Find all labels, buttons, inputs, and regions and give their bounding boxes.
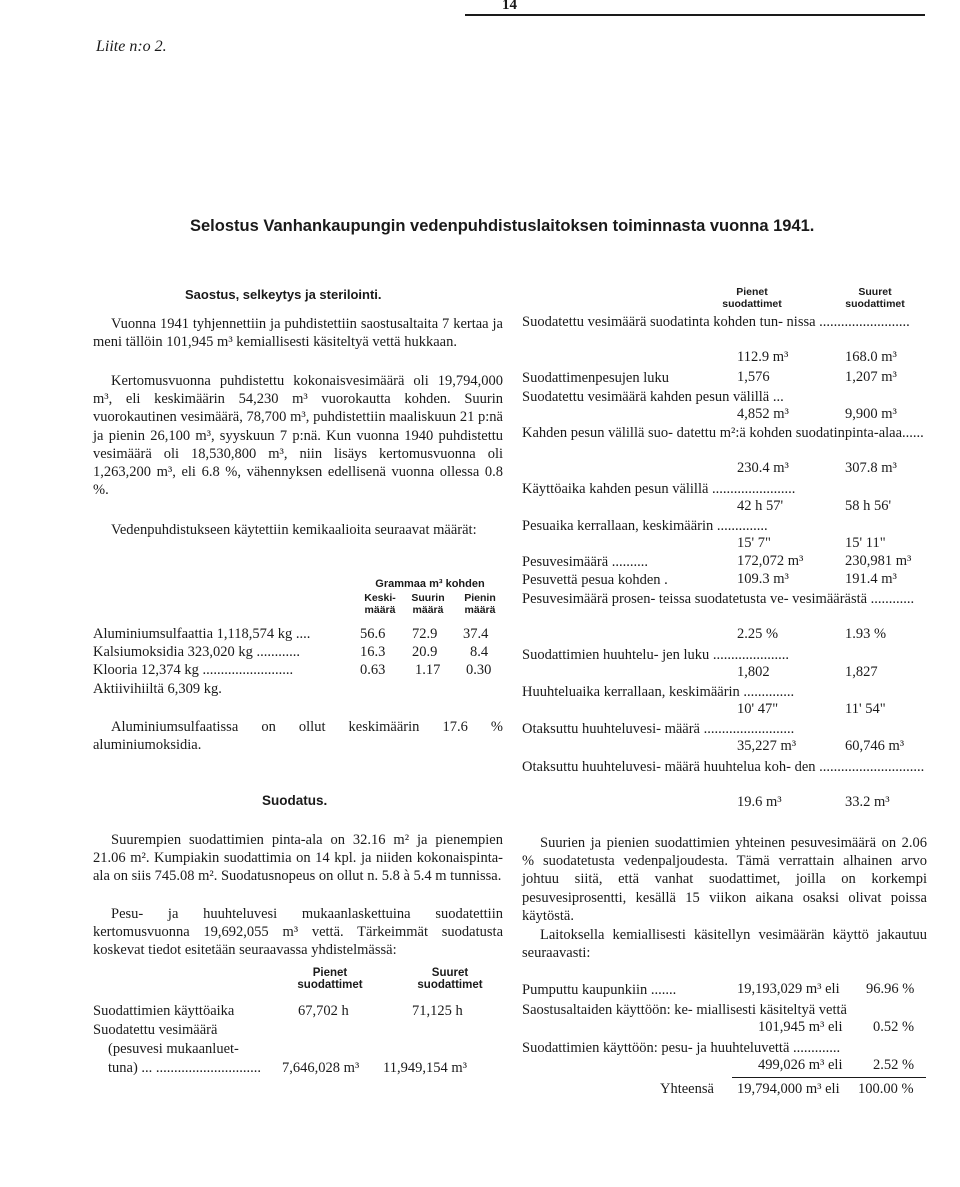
chem-row-keski: 0.63 — [360, 662, 386, 678]
filter-summary-label: Pesuvesimäärä prosen- teissa suodatetusta ve- vesimäärästä ............ — [522, 591, 915, 607]
section-heading-saostus: Saostus, selkeytys ja sterilointi. — [185, 287, 382, 302]
filter-summary-suuret: 58 h 56' — [845, 498, 892, 515]
chem-row-pienin: 37.4 — [463, 626, 489, 642]
col-header-suurin: Suurin määrä — [411, 592, 445, 616]
chem-table-header: Grammaa m³ kohden — [375, 578, 485, 590]
header-rule — [465, 14, 925, 16]
filter-summary-label: Pesuvettä pesua kohden . — [522, 572, 668, 588]
filter-summary-label: Pesuvesimäärä .......... — [522, 554, 649, 570]
col-header-pienet: Pienet suodattimet — [297, 967, 363, 991]
usage-row-value: 19,193,029 m³ eli — [737, 981, 840, 997]
usage-row-pct: 96.96 % — [866, 981, 915, 997]
chem-row-keski: 56.6 — [360, 626, 386, 642]
filter-row-label: Suodattimien käyttöaika — [93, 1003, 235, 1019]
chem-row-label: Aktiivihiiltä 6,309 kg. — [93, 681, 222, 697]
chem-row-label: Aluminiumsulfaattia 1,118,574 kg .... — [93, 626, 311, 642]
paragraph: Suurien ja pienien suodattimien yhteinen pesuvesimäärä on 2.06 % suodatetusta vedenpaljoudesta. Tämä verrattain alhainen arvo johtuu siitä, että vanhat suodattimet, joilla on korkempi pesuvesiprosentti, kesällä 15 viikon aikana osaksi olivat poissa käytöstä. — [522, 835, 927, 924]
usage-row-value: 499,026 m³ eli — [758, 1057, 843, 1073]
filter-summary-label: Pesuaika kerrallaan, keskimäärin .............. — [522, 518, 768, 534]
filter-summary-suuret: 11' 54" — [845, 701, 886, 718]
filter-summary-label: Suodattimien huuhtelu- jen luku ..................... — [522, 647, 790, 663]
filter-row-label: Suodatettu vesimäärä — [93, 1022, 218, 1038]
filter-summary-pienet: 10' 47" — [737, 701, 779, 718]
filter-summary-suuret: 1,207 m³ — [845, 369, 897, 385]
usage-row-value: 101,945 m³ eli — [758, 1019, 843, 1035]
usage-total-pct: 100.00 % — [858, 1081, 914, 1097]
page-number: 14 — [502, 0, 517, 13]
filter-summary-pienet: 230.4 m³ — [737, 460, 789, 477]
chem-row-suurin: 72.9 — [412, 626, 438, 642]
filter-summary-label: Kahden pesun välillä suo- datettu m²:ä kohden suodatinpinta-alaa...... — [522, 425, 924, 441]
filter-summary-label: Suodatettu vesimäärä suodatinta kohden tun- nissa ......................... — [522, 314, 910, 330]
filter-summary-suuret: 168.0 m³ — [845, 349, 897, 366]
filter-summary-suuret: 1,827 — [845, 664, 878, 681]
filter-row-suuret: 11,949,154 m³ — [383, 1060, 467, 1076]
filter-row-label: tuna) ... ............................. — [108, 1060, 262, 1076]
filter-summary-pienet: 15' 7" — [737, 535, 771, 552]
filter-summary-label: Otaksuttu huuhteluvesi- määrä huuhtelua koh- den ............................. — [522, 759, 925, 775]
paragraph: Pesu- ja huuhteluvesi mukaanlaskettuina suodatettiin kertomusvuonna 19,692,055 m³ vettä. Tärkeimmät suodatusta koskevat tiedot esitetään seuraavassa yhdistelmässä: — [93, 906, 503, 959]
paragraph: Kertomusvuonna puhdistettu kokonaisvesimäärä oli 19,794,000 m³, eli keskimäärin 54,230 m³ vuorokautta kohden. Suurin vuorokautinen vesimäärä, 78,700 m³, puhdistettiin maaliskuun 21 p:nä ja pienin 26,100 m³, syyskuun 7 p:nä. Kun vuonna 1940 puhdistettu vesimäärä oli 18,530,800 m³, niin lisäys kertomusvuonna oli 1,263,200 m³, eli 6.8 %, vähennyksen edellisenä vuonna ollessa 0.8 %. — [93, 373, 503, 499]
filter-row-pienet: 67,702 h — [298, 1003, 349, 1019]
chem-row-label: Kalsiumoksidia 323,020 kg ............ — [93, 644, 301, 660]
filter-summary-pienet: 2.25 % — [737, 626, 779, 643]
usage-row-pct: 0.52 % — [873, 1019, 915, 1035]
col-header-pienet: Pienet suodattimet — [722, 286, 782, 310]
filter-row-suuret: 71,125 h — [412, 1003, 463, 1019]
section-heading-suodatus: Suodatus. — [262, 793, 328, 808]
filter-summary-suuret: 15' 11" — [845, 535, 886, 552]
sum-rule — [732, 1077, 926, 1078]
paragraph: Suurempien suodattimien pinta-ala on 32.16 m² ja pienempien 21.06 m². Kumpiakin suodattimia on 14 kpl. ja niiden kokonaispinta-ala on siis 745.08 m². Suodatusnopeus on ollut n. 5.8 à 5.4 m tunnissa. — [93, 832, 503, 885]
main-title: Selostus Vanhankaupungin vedenpuhdistuslaitoksen toiminnasta vuonna 1941. — [190, 217, 815, 235]
filter-summary-suuret: 1.93 % — [845, 626, 887, 643]
usage-row-label: Suodattimien käyttöön: pesu- ja huuhteluvettä ............. — [522, 1040, 841, 1056]
filter-row-label: (pesuvesi mukaanluet- — [108, 1041, 239, 1057]
filter-summary-label: Suodatettu vesimäärä kahden pesun välillä ... — [522, 389, 784, 405]
usage-row-label: Pumputtu kaupunkiin ....... — [522, 982, 677, 998]
filter-summary-pienet: 1,802 — [737, 664, 770, 681]
filter-summary-label: Suodattimenpesujen luku — [522, 370, 669, 386]
filter-summary-suuret: 230,981 m³ — [845, 553, 912, 569]
filter-summary-pienet: 4,852 m³ — [737, 406, 789, 423]
filter-row-pienet: 7,646,028 m³ — [282, 1060, 360, 1076]
filter-summary-pienet: 109.3 m³ — [737, 571, 789, 587]
col-header-suuret: Suuret suodattimet — [845, 286, 905, 310]
col-header-suuret: Suuret suodattimet — [417, 967, 483, 991]
filter-summary-suuret: 33.2 m³ — [845, 794, 890, 811]
chem-row-label: Klooria 12,374 kg ......................... — [93, 662, 294, 678]
filter-summary-pienet: 172,072 m³ — [737, 553, 804, 569]
filter-summary-suuret: 60,746 m³ — [845, 738, 905, 755]
paragraph: Vuonna 1941 tyhjennettiin ja puhdistettiin saostusaltaita 7 kertaa ja meni tällöin 101,945 m³ kemiallisesti käsiteltyä vettä hukkaan. — [93, 316, 503, 351]
filter-summary-pienet: 19.6 m³ — [737, 794, 782, 811]
filter-summary-suuret: 9,900 m³ — [845, 406, 897, 423]
filter-summary-pienet: 112.9 m³ — [737, 349, 789, 366]
alum-note: Aluminiumsulfaatissa on ollut keskimäärin 17.6 % aluminiumoksidia. — [93, 719, 503, 754]
usage-total-label: Yhteensä — [660, 1081, 714, 1097]
paragraph: Laitoksella kemiallisesti käsitellyn vesimäärän käyttö jakautuu seuraavasti: — [522, 927, 927, 962]
filter-summary-pienet: 35,227 m³ — [737, 738, 797, 755]
filter-summary-label: Käyttöaika kahden pesun välillä ....................... — [522, 481, 796, 497]
filter-summary-label: Otaksuttu huuhteluvesi- määrä ......................... — [522, 721, 795, 737]
usage-row-pct: 2.52 % — [873, 1057, 915, 1073]
usage-row-label: Saostusaltaiden käyttöön: ke- miallisesti käsiteltyä vettä — [522, 1002, 847, 1018]
chem-row-keski: 16.3 — [360, 644, 386, 660]
filter-summary-pienet: 1,576 — [737, 369, 770, 385]
appendix-label: Liite n:o 2. — [96, 38, 167, 55]
chem-row-pienin: 8.4 — [470, 644, 489, 660]
filter-summary-suuret: 191.4 m³ — [845, 571, 897, 587]
filter-summary-pienet: 42 h 57' — [737, 498, 784, 515]
col-header-keski: Keski- määrä — [364, 592, 396, 616]
paragraph: Vedenpuhdistukseen käytettiin kemikaalioita seuraavat määrät: — [111, 522, 477, 538]
chem-row-pienin: 0.30 — [466, 662, 492, 678]
filter-summary-label: Huuhteluaika kerrallaan, keskimäärin .............. — [522, 684, 795, 700]
chem-row-suurin: 20.9 — [412, 644, 438, 660]
chem-row-suurin: 1.17 — [415, 662, 441, 678]
filter-summary-suuret: 307.8 m³ — [845, 460, 897, 477]
usage-total-value: 19,794,000 m³ eli — [737, 1081, 840, 1097]
col-header-pienin: Pienin määrä — [464, 592, 496, 616]
